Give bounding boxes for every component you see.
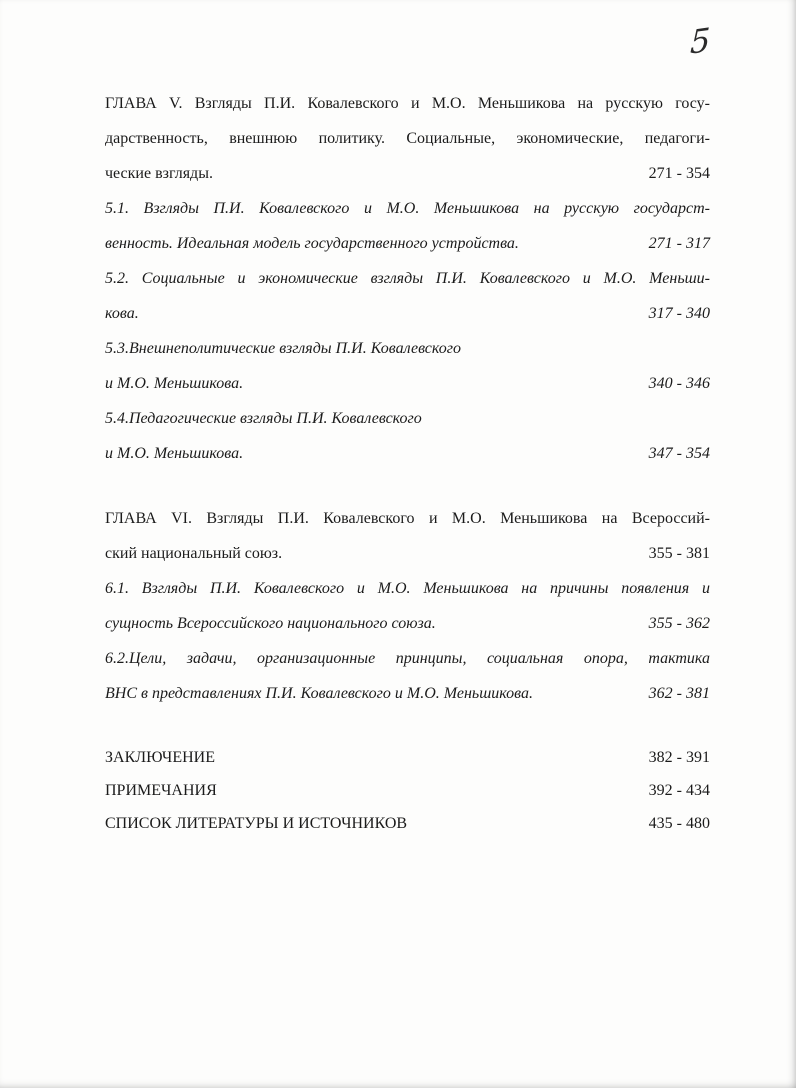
toc-entry-5-3	[105, 331, 710, 401]
toc-line	[105, 536, 710, 571]
toc-line	[105, 191, 710, 226]
toc-line	[105, 641, 710, 676]
page-range: 271 - 317	[648, 235, 710, 252]
entry-text: и М.О. Меньшикова.	[105, 445, 244, 462]
page-range: 317 - 340	[648, 305, 710, 322]
toc-line	[105, 501, 710, 536]
entry-text: 5.2. Социальные и экономические взгляды П.И. Ковалевского и М.О. Меньши-	[105, 270, 710, 287]
entry-text: 5.1. Взгляды П.И. Ковалевского и М.О. Меньшикова на русскую государст-	[105, 200, 710, 217]
toc-line	[105, 366, 710, 401]
entry-text: 6.1. Взгляды П.И. Ковалевского и М.О. Меньшикова на причины появления и	[105, 580, 710, 597]
toc-line	[105, 571, 710, 606]
entry-text: ВНС в представлениях П.И. Ковалевского и М.О. Меньшикова.	[105, 685, 533, 702]
entry-text: и М.О. Меньшикова.	[105, 375, 244, 392]
entry-text: ский национальный союз.	[105, 545, 283, 562]
entry-text: дарственность, внешнюю политику. Социальные, экономические, педагоги-	[105, 130, 710, 147]
entry-text: ческие взгляды.	[105, 165, 213, 182]
toc-entry-5-4	[105, 401, 710, 471]
toc-section-chapter-5	[105, 86, 710, 191]
entry-text: 5.3.Внешнеполитические взгляды П.И. Ковалевского	[105, 340, 462, 357]
page-range: 392 - 434	[648, 782, 710, 799]
entry-text: ЗАКЛЮЧЕНИЕ	[105, 749, 215, 766]
toc-line	[105, 156, 710, 191]
page-range: 347 - 354	[648, 445, 710, 462]
entry-text: сущность Всероссийского национального союза.	[105, 615, 436, 632]
handwritten-page-number: 5	[689, 20, 711, 62]
toc-entry-5-1	[105, 191, 710, 261]
entry-text: венность. Идеальная модель государственного устройства.	[105, 235, 519, 252]
toc-line	[105, 296, 710, 331]
toc-line	[105, 606, 710, 641]
toc-section-chapter-6	[105, 501, 710, 571]
entry-text: 6.2.Цели, задачи, организационные принципы, социальная опора, тактика	[105, 650, 710, 667]
page-range: 382 - 391	[648, 749, 710, 766]
page-range: 271 - 354	[648, 165, 710, 182]
entry-text: СПИСОК ЛИТЕРАТУРЫ И ИСТОЧНИКОВ	[105, 815, 408, 832]
toc-line	[105, 807, 710, 840]
toc-line	[105, 86, 710, 121]
toc-line	[105, 226, 710, 261]
toc-line	[105, 401, 710, 436]
toc-entry-5-2	[105, 261, 710, 331]
entry-text: ГЛАВА VI. Взгляды П.И. Ковалевского и М.О. Меньшикова на Всероссий-	[105, 510, 710, 527]
toc-line	[105, 331, 710, 366]
toc-line	[105, 741, 710, 774]
page-range: 355 - 381	[648, 545, 710, 562]
page-range: 355 - 362	[648, 615, 710, 632]
toc-line	[105, 774, 710, 807]
entry-text: ГЛАВА V. Взгляды П.И. Ковалевского и М.О. Меньшикова на русскую госу-	[105, 95, 710, 112]
toc-entry-6-1	[105, 571, 710, 641]
toc-entry-6-2	[105, 641, 710, 711]
page-range: 362 - 381	[648, 685, 710, 702]
entry-text: 5.4.Педагогические взгляды П.И. Ковалевского	[105, 410, 422, 427]
entry-text: ПРИМЕЧАНИЯ	[105, 782, 217, 799]
page-range: 435 - 480	[648, 815, 710, 832]
toc-line	[105, 676, 710, 711]
toc-line	[105, 261, 710, 296]
toc-line	[105, 436, 710, 471]
entry-text: кова.	[105, 305, 139, 322]
toc-line	[105, 121, 710, 156]
page-range: 340 - 346	[648, 375, 710, 392]
toc-section-back-matter	[105, 741, 710, 840]
